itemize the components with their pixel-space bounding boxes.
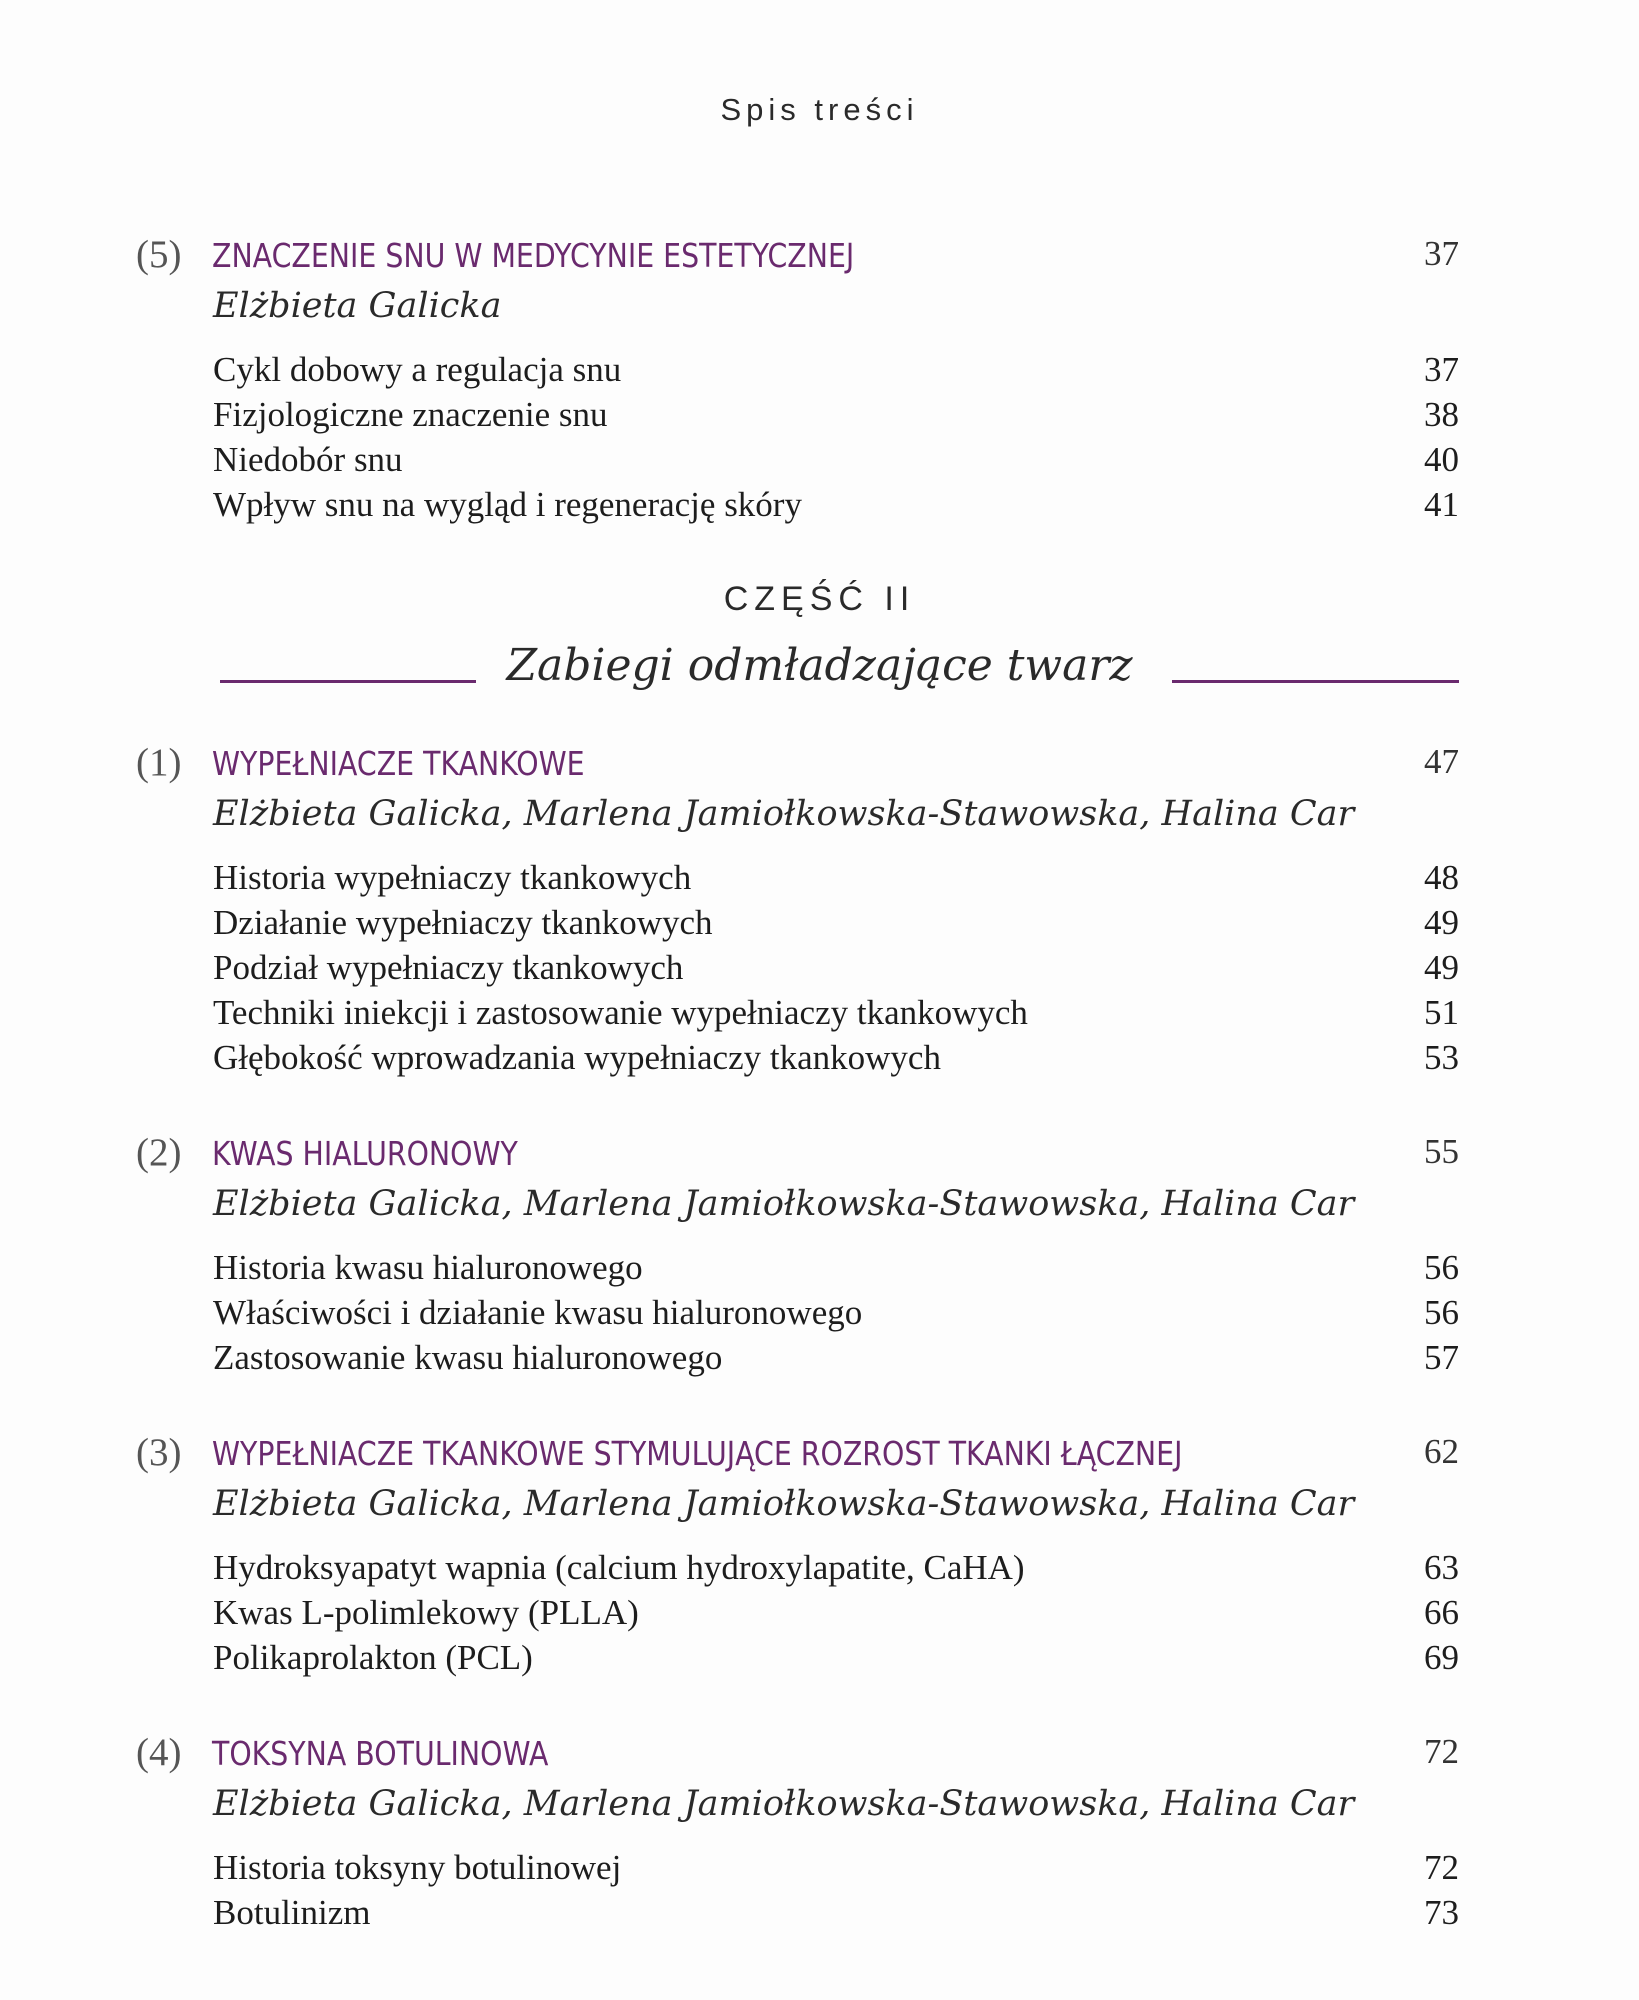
entry-title: Cykl dobowy a regulacja snu (213, 350, 622, 389)
chapter-page: 55 (1424, 1132, 1459, 1171)
entry-title: Podział wypełniaczy tkankowych (213, 948, 684, 987)
entry-title: Historia wypełniaczy tkankowych (213, 858, 692, 897)
entry-title: Historia kwasu hialuronowego (213, 1248, 643, 1287)
chapter-1 (0, 740, 1639, 1083)
toc-entry (213, 903, 1459, 948)
entry-page: 63 (1424, 1548, 1459, 1587)
chapter-heading (0, 740, 1639, 790)
toc-entry (213, 440, 1459, 485)
toc-entry (213, 1038, 1459, 1083)
chapter-page: 47 (1424, 742, 1459, 781)
chapter-authors: Elżbieta Galicka, Marlena Jamiołkowska-Stawowska, Halina Car (213, 794, 1355, 834)
entry-title: Działanie wypełniaczy tkankowych (213, 903, 713, 942)
running-header: Spis treści (720, 92, 919, 127)
entry-title: Niedobór snu (213, 440, 403, 479)
chapter-number: (3) (136, 1431, 182, 1474)
toc-entry (213, 1338, 1459, 1383)
toc-entry (213, 1248, 1459, 1293)
toc-entry (213, 1593, 1459, 1638)
entry-list (213, 1848, 1459, 1938)
chapter-authors: Elżbieta Galicka, Marlena Jamiołkowska-Stawowska, Halina Car (213, 1184, 1355, 1224)
chapter-authors: Elżbieta Galicka (213, 286, 502, 326)
chapter-page: 37 (1424, 234, 1459, 273)
chapter-page: 72 (1424, 1732, 1459, 1771)
toc-entry (213, 993, 1459, 1038)
entry-title: Historia toksyny botulinowej (213, 1848, 622, 1887)
entry-page: 41 (1424, 485, 1459, 524)
toc-entry (213, 1638, 1459, 1683)
toc-entry (213, 1848, 1459, 1893)
entry-title: Hydroksyapatyt wapnia (calcium hydroxylapatite, CaHA) (213, 1548, 1025, 1587)
chapter-number: (2) (136, 1131, 182, 1174)
entry-title: Zastosowanie kwasu hialuronowego (213, 1338, 723, 1377)
entry-title: Właściwości i działanie kwasu hialuronowego (213, 1293, 863, 1332)
entry-page: 38 (1424, 395, 1459, 434)
toc-entry (213, 350, 1459, 395)
entry-list (213, 350, 1459, 530)
entry-title: Techniki iniekcji i zastosowanie wypełniaczy tkankowych (213, 993, 1028, 1032)
entry-title: Wpływ snu na wygląd i regenerację skóry (213, 485, 802, 524)
entry-page: 56 (1424, 1293, 1459, 1332)
entry-page: 49 (1424, 948, 1459, 987)
chapter-title: KWAS HIALURONOWY (212, 1134, 518, 1173)
chapter-heading (0, 1430, 1639, 1480)
chapter-title: TOKSYNA BOTULINOWA (212, 1734, 549, 1773)
chapter-page: 62 (1424, 1432, 1459, 1471)
chapter-2 (0, 1130, 1639, 1383)
entry-page: 72 (1424, 1848, 1459, 1887)
entry-page: 53 (1424, 1038, 1459, 1077)
entry-title: Kwas L-polimlekowy (PLLA) (213, 1593, 639, 1632)
chapter-title: WYPEŁNIACZE TKANKOWE (212, 744, 585, 783)
entry-page: 56 (1424, 1248, 1459, 1287)
chapter-number: (5) (136, 233, 182, 276)
chapter-heading (0, 1730, 1639, 1780)
chapter-authors: Elżbieta Galicka, Marlena Jamiołkowska-Stawowska, Halina Car (213, 1784, 1355, 1824)
entry-list (213, 1548, 1459, 1683)
entry-page: 57 (1424, 1338, 1459, 1377)
chapter-heading (0, 1130, 1639, 1180)
chapter-title: WYPEŁNIACZE TKANKOWE STYMULUJĄCE ROZROST TKANKI ŁĄCZNEJ (212, 1434, 1183, 1473)
chapter-3 (0, 1430, 1639, 1683)
part-title: Zabiegi odmładzające twarz (506, 640, 1133, 691)
chapter-heading (0, 232, 1639, 282)
chapter-title: ZNACZENIE SNU W MEDYCYNIE ESTETYCZNEJ (212, 236, 855, 275)
chapter-number: (4) (136, 1731, 182, 1774)
entry-list (213, 1248, 1459, 1383)
entry-page: 73 (1424, 1893, 1459, 1932)
chapter-authors: Elżbieta Galicka, Marlena Jamiołkowska-Stawowska, Halina Car (213, 1484, 1355, 1524)
toc-entry (213, 1548, 1459, 1593)
toc-entry (213, 858, 1459, 903)
toc-entry (213, 395, 1459, 440)
part-rule-right (1172, 680, 1459, 683)
entry-page: 51 (1424, 993, 1459, 1032)
chapter-4 (0, 1730, 1639, 1938)
toc-entry (213, 1293, 1459, 1338)
toc-entry (213, 1893, 1459, 1938)
entry-list (213, 858, 1459, 1083)
chapter-5 (0, 232, 1639, 530)
entry-title: Polikaprolakton (PCL) (213, 1638, 533, 1677)
entry-page: 48 (1424, 858, 1459, 897)
entry-title: Botulinizm (213, 1893, 371, 1932)
entry-page: 66 (1424, 1593, 1459, 1632)
entry-title: Głębokość wprowadzania wypełniaczy tkankowych (213, 1038, 941, 1077)
entry-page: 49 (1424, 903, 1459, 942)
entry-page: 40 (1424, 440, 1459, 479)
part-label: CZĘŚĆ II (723, 580, 916, 618)
toc-entry (213, 485, 1459, 530)
toc-entry (213, 948, 1459, 993)
entry-page: 37 (1424, 350, 1459, 389)
entry-page: 69 (1424, 1638, 1459, 1677)
entry-title: Fizjologiczne znaczenie snu (213, 395, 608, 434)
chapter-number: (1) (136, 741, 182, 784)
